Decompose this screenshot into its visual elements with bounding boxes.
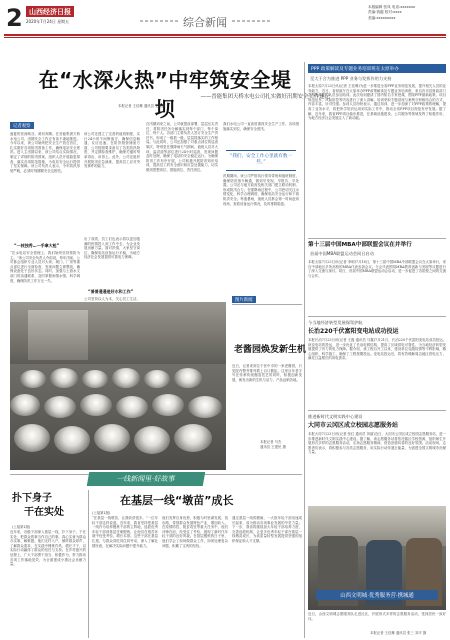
photo-news-rule [232, 304, 302, 305]
left-byline: (上接第1版) [12, 525, 31, 529]
lead-subheading: “普普通通是好水和工作” [88, 289, 134, 294]
rt-photo-body: 近日，山西文明城志愿服务队走进社区，开展形式多样的志愿服务活动，受到居民一致好评。 [308, 612, 446, 621]
rt-article1-title: PPP 政策解读及专题业务培训班在太原举办 [308, 64, 446, 73]
rt-article1-body: 本报太原7月23日讯(记者 王佳琳)为进一步推进全省PPP业务规范发展，提升相关人员的业务能力，近日，省财政厅在太原举办PPP政策解读及专题业务培训班，来自各市县财政部门及相关单位的人员参加培训。此次培训邀请了国内知名专家授课，围绕PPP最新政策、项目规范运作、风险防控等内容进行了深入讲解。培训采取专题讲座与案例分析相结合的方式，内容丰富，针对性强。参训人员纷纷表示，通过培训，进一步加深了对PPP政策的理解，提高了业务水平，将把所学知识运用到实际工作中，推动全省PPP项目规范有序发展。据了解，近年来，我省PPP项目稳步推进，在基础设施建设、公共服务等领域发挥了积极作用，为地方经济社会发展注入了新动能。 [308, 84, 446, 121]
photo-news-credit: 本报记者 马杰 通讯员 王建民 摄 [260, 440, 286, 449]
rt-article1-subtitle: 至大于合为推进 PPP 业务与发挥作用力支持 [310, 76, 392, 81]
lead-body-col1: 盛夏的晋西峡谷，黄河奔腾。在晋能集团天桥水电公司，汛期安全工作正有条不紊地推进。今年以来，该公司始终把安全生产放在首位，扎实做好各项防汛准备工作，确保电站安全度汛。进入主汛期以来，该公司结合实际情况，制定了详细的防汛预案，组织人员开展隐患排查，落实各项防范措施，为电站安全运行提供了坚实保障。该公司负责人表示，今年防汛形势严峻，必须时刻绷紧安全这根弦。 [10, 132, 80, 173]
bottom-column-divider [88, 490, 89, 638]
editor-line: 责编:钱越 校对:xxxx [368, 10, 402, 15]
vat [134, 426, 170, 454]
vat [152, 394, 184, 416]
rt-article4-title: 大同市云冈区成立校园志愿服务站 [308, 422, 399, 429]
rt-article3-kicker: 今当地经济转型发展保驾护航 [308, 320, 363, 325]
header-decoration-right [232, 20, 272, 22]
lead-body-col4a: 我们水电公司一直高度重视安全生产工作，各项措施落实到位，确保安全度汛。 [223, 122, 299, 131]
rt-photo-caption: 山西文明城·优秀服务营·携城通 [316, 590, 438, 600]
vat [54, 426, 90, 454]
rt-photo [308, 506, 446, 610]
vat [10, 394, 40, 416]
rt-article3-title: 长治220千伏富阳变电站成功投运 [308, 328, 399, 335]
rt-rule [308, 316, 446, 317]
page-number: 2 [6, 4, 23, 32]
vat [20, 370, 46, 388]
bottom-body-col3: 通过基层一线的磨砺，一大批年轻干部迅速成长起来，成为推动各项事业发展的中坚力量。下一步，我省将继续加大年轻干部培养力度，完善选派机制，让更多优秀年轻干部在基层一线墩苗成长，为高质量转型发展提供坚强的组织保证和人才支撑。 [232, 516, 302, 543]
lead-body-col2c: 公司坚持以人为本，关心员工生活， [84, 297, 140, 301]
lead-body-col3: 在汛期到来之前，公司就提前部署，层层压实责任，将防汛任务分解落实到每个部门、每个岗位、每个人。各部门主要负责人签订安全生产责任书，形成了一级抓一级、层层抓落实的工作格局。与此同时，公司还加强了对重点部位的巡查频次，特别是在强降雨天气期间，值班人员对大坝、溢洪道等部位进行24小时巡查，发现问题及时处理，确保了电站的安全稳定运行。为确保防汛工作有序开展，公司积极开展防汛知识培训，提高员工的安全意识和应急处置能力，切实做到思想到位、措施到位、责任到位。 [146, 122, 218, 172]
vat [94, 424, 130, 452]
bottom-main-byline: (上接第1版) [92, 511, 111, 515]
lead-tag: 记者观察 [10, 122, 34, 129]
lead-pull-quote: “我们，安全工作心里就有数一些。” [229, 154, 293, 165]
lead-byline: 本报记者 王佳琳 通讯员 史晓梅 [118, 104, 166, 108]
bottom-main-title: 在基层一线“墩苗”成长 [120, 494, 234, 507]
rt-article3-body: 本报长治7月23日讯(记者 王磊 通讯员 马鑫)7月21日，长治220千伏富阳变电站成功投运。该变电站的投运，进一步优化了长治电网结构，提高了区域供电可靠性，为当地经济转型发展提供了有力的电力保障。据介绍，该工程自开工以来，建设单位克服疫情等不利影响，精心组织，科学施工，确保了工程按期投运。变电站投运后，将有效缓解周边地区供电压力，满足日益增长的用电需求。 [308, 338, 446, 361]
header-decoration-left [140, 20, 178, 22]
rt-article4-kicker: 推进新时代文明实践中心建设 [308, 414, 363, 419]
vat [116, 396, 148, 418]
lead-headline: 在“水深火热”中牢筑安全堤坝 [38, 68, 292, 121]
lead-body-col4b: 汛期期间，该公司严格执行领导带班和值班制度，确保防汛指令畅通，做到早发现、早报告、早处置。公司还与地方政府及相关部门建立联动机制，形成防汛合力。在强降雨过程中，公司密切关注水情变化，科学合理调度，确保电站安全运行和下游防洪安全。每逢暴雨，值班人员都会第一时间赶到现场，查看设备运行情况，及时排除隐患。 [223, 174, 299, 206]
editor-line: 本版编辑 张凤 电话:xxxxxxx [368, 5, 416, 9]
lead-subheadline: ——晋能集团天桥水电公司扎实做好汛期安全工作速记 [200, 94, 330, 100]
vat [188, 396, 222, 418]
editor-info [368, 5, 415, 21]
vat [14, 424, 50, 452]
lead-body-col2: 该公司还建立了完善的值班制度，实行24小时不间断值守，确保信息畅通、反应迅速。在防汛物资储备方面，公司按照要求备足了各类防汛物资，并定期检查维护，确保关键时刻拿得出、用得上。此外，公司还组织开展防汛应急演练，提高员工应对突发事件的能力。 [84, 132, 140, 169]
bottom-body-col1: “在基层一线墩苗，让我收获很多。”一位年轻干部这样说道。近年来，我省坚持把基层一线作为培养锻炼干部的主阵地，选派优秀年轻干部到基层任职锻炼，让他们在艰苦环境中经受考验、增长本领。这些干部在基层扎根，与群众同吃同住同劳动，深入了解社情民意，在解决实际问题中提升能力。 [92, 516, 158, 548]
left-body: 近年来，各级干部深入基层一线，扑下身子、干在实处，把群众的事当作自己的事，真心实意为群众办实事、解难题。他们走村入户，倾听群众呼声，了解群众需求，在实践中锤炼作风、增长才干，以实际行动赢得了群众的信任与支持。在乡村振兴的征程上，广大干部勇于担当、积极作为，努力推动各项工作落地见效，为全面建成小康社会贡献力量。 [10, 530, 86, 567]
vat [44, 396, 76, 418]
rt-article2-title: 第十三届中国MBA中部联盟会议在并举行 [308, 242, 412, 248]
header-rule-thin [4, 37, 446, 38]
editor-line: 美编:xxxxxxxxx [368, 15, 396, 20]
photo-news-image [10, 302, 226, 470]
header-rule [4, 34, 446, 36]
lead-body-col2b: 出了成绩，员工们也表示将以更加饱满的热情投入到工作中去，为企业发展贡献力量。面对汛情，大家坚守岗位，确保电站设备运行平稳，为地方经济社会发展提供可靠电力保障。 [84, 237, 140, 260]
rt-rule [308, 238, 446, 239]
vat [80, 394, 112, 416]
vat [82, 370, 108, 388]
rt-rule [308, 410, 446, 411]
photo-news-tag: 图片新闻 [232, 296, 256, 303]
left-title-1: 扑下身子 [12, 493, 52, 504]
left-title-2: 干在实处 [24, 507, 64, 518]
quote-rule-top [226, 150, 296, 151]
photo-news-text: 近日，记者来到位于晋中市的一家老酱园，只见院内整齐排列着上百口酱缸。这家百年老字号在传承传统酿造技艺的同时，积极创新发展，焕发出新的生机与活力，产品远销各地。 [232, 364, 302, 382]
paper-name: 山西经济日报 [26, 6, 74, 17]
vat [112, 368, 140, 388]
issue-date: 2020年7月24日 星期五 [26, 19, 70, 24]
vat [144, 370, 170, 388]
rt-article2-body: 本报太原7月23日讯(记者 李明)7月18日，第十三届中国MBA中部联盟会议在太原举行，来自中部地区多所高校的MBA代表参加会议。与会代表围绕MBA教育创新与发展等议题进行了深入交流与探讨。同日，首届中国MBA联盟运动会启动，进一步促进了各院校之间的交流与合作。 [308, 260, 446, 278]
photo-news-title: 老酱园焕发新生机 [234, 345, 307, 355]
lead-body-col1b: “在水电站安全管理上，我们始终坚持预防为主。”该公司安全负责人介绍说，每年汛前，公司都会组织专业人员对大坝、闸门、厂房等重点部位进行全面检查，发现问题立即整改，确保设备处于良好状态。同时，加强与上游水文部门的沟通联系，及时掌握雨情水情，科学调度，确保防汛工作万无一失。 [10, 251, 80, 283]
photo-building [28, 310, 88, 360]
rt-article4-body: 本报大同7月23日讯(记者 张红 通讯员 刘丽)近日，大同市云冈区成立校园志愿服务站，进一步推进新时代文明实践中心建设。据了解，该志愿服务站将依托辖区学校资源，组织师生开展形式多样的志愿服务活动，弘扬志愿服务精神，营造崇德向善的良好氛围。活动现场，志愿者们表示，将积极参与各类志愿服务，用实际行动传递正能量，为创建全国文明城市贡献力量。 [308, 432, 446, 455]
bottom-banner: 一线新闻里·好故事 [87, 472, 205, 486]
quote-rule-bottom [226, 170, 296, 171]
rt-article2-subtitle: 首届中国MBA联盟运动会同日启动 [310, 251, 374, 256]
bottom-body-col2: 他们发挥自身优势，积极为村里谋发展、找出路，带领群众发展特色产业，增加收入。在疫情防控、脱贫攻坚等重大任务中，他们冲锋在前，经受住了考验，展现了新时代年轻干部的良好风貌。在基层锻炼的日子里，他们学会了如何做群众工作，如何处理复杂问题，积累了宝贵的经验。 [162, 516, 228, 548]
vat [50, 368, 78, 388]
rt-footer-byline: 本报记者 王佳琳 通讯员 张三 刘平 摄 [370, 631, 427, 635]
lead-subheading: “一枝独秀…一手拿大枪” [14, 243, 60, 248]
vat [174, 424, 212, 452]
section-title: 综合新闻 [183, 16, 227, 29]
vat [174, 368, 202, 388]
